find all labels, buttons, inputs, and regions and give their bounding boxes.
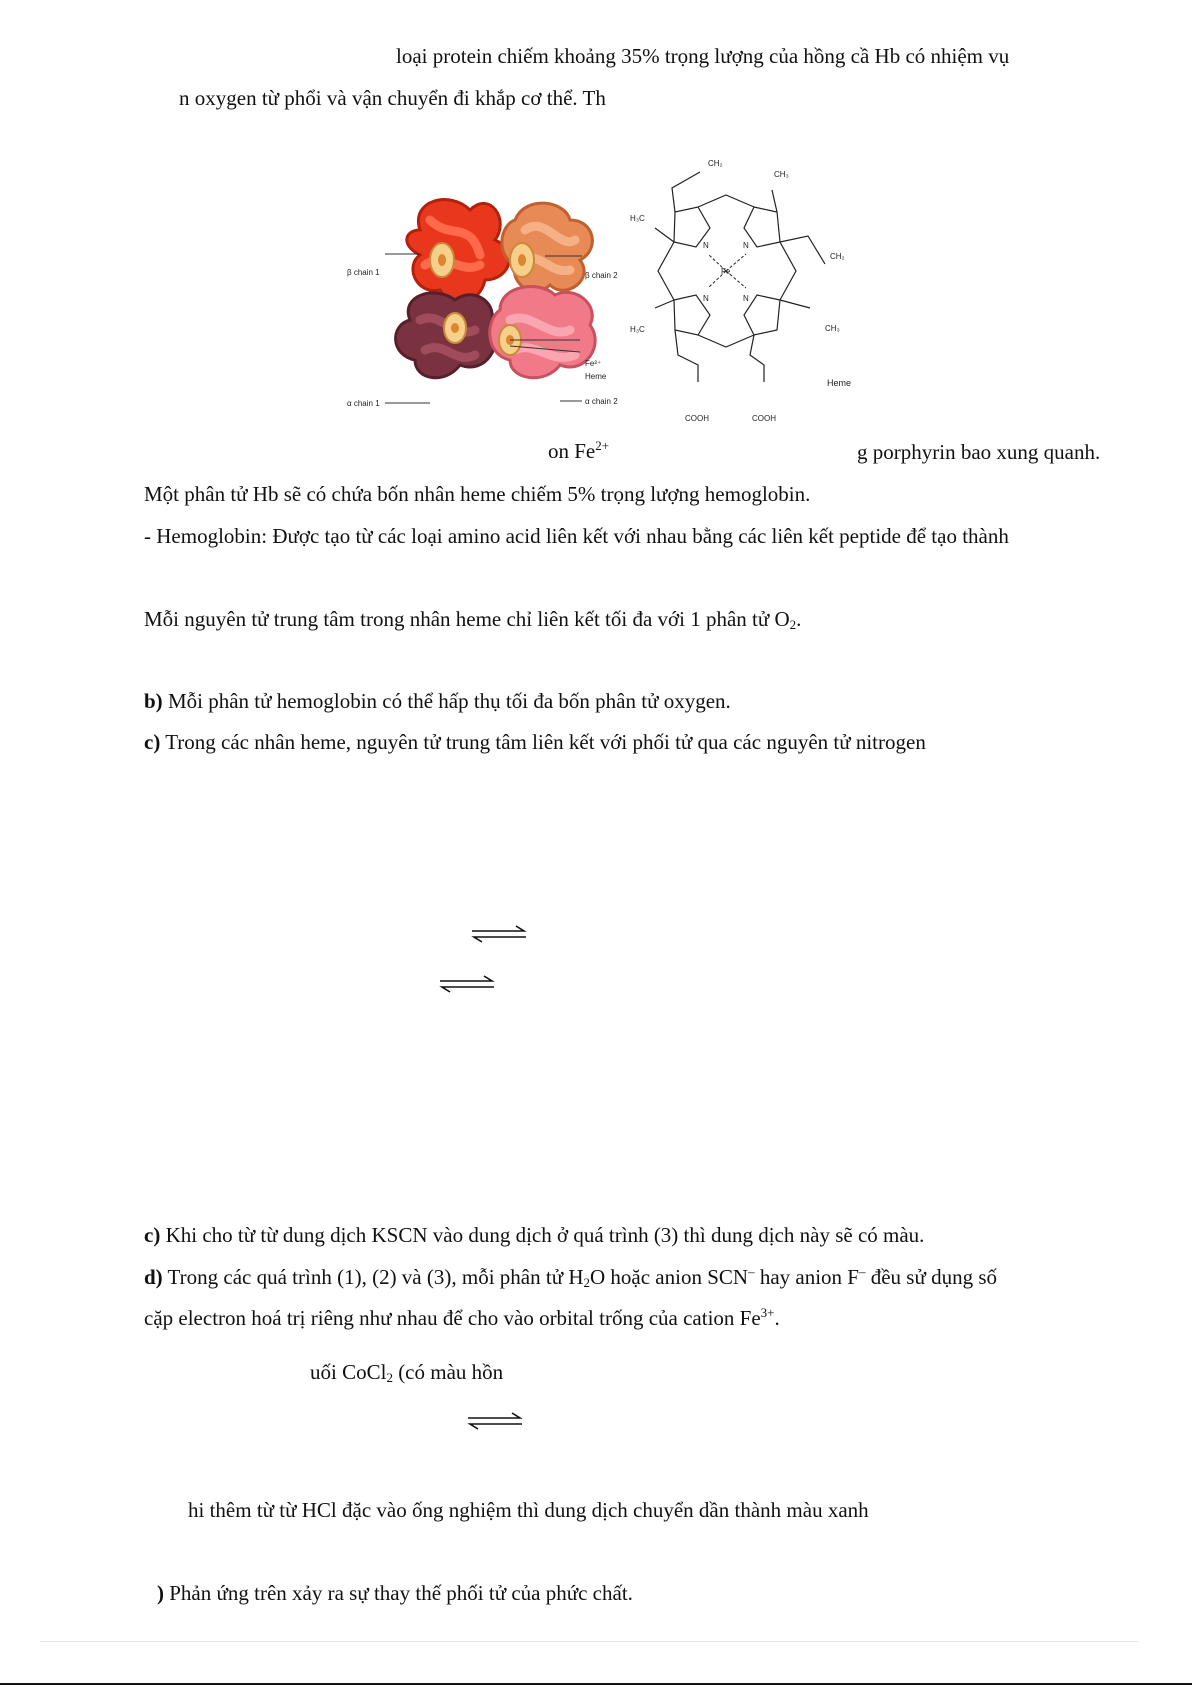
text-cocl2: uối CoCl$_2$ (có màu hồn: [310, 1360, 504, 1385]
label-ch3-top: CH₃: [774, 170, 789, 179]
label-n3: N: [703, 294, 709, 303]
text-hcl: hi thêm từ từ HCl đặc vào ống nghiệm thì dung dịch chuyển dần thành màu xanh: [188, 1498, 869, 1522]
label-fe-center: Fe: [721, 267, 731, 276]
label-ch2-right: CH₂: [830, 252, 845, 261]
label-beta-chain-1: β chain 1: [347, 268, 380, 277]
text-line-1: loại protein chiếm khoảng 35% trọng lượng của hồng cầ Hb có nhiệm vụ: [396, 44, 1010, 68]
label-fe: Fe²⁺: [585, 359, 602, 368]
label-h3c-lower: H₃C: [630, 325, 645, 334]
statement-c: c) Trong các nhân heme, nguyên tử trung tâm liên kết với phối tử qua các nguyên tử nitrogen: [144, 730, 926, 754]
label-cooh-2: COOH: [752, 414, 776, 423]
page-divider: [40, 1641, 1138, 1642]
text-line-6: - Hemoglobin: Được tạo từ các loại amino acid liên kết với nhau bằng các liên kết peptide để tạo thành: [144, 524, 1009, 548]
equilibrium-arrow-2: [438, 974, 496, 994]
text-line-5: Một phân tử Hb sẽ có chứa bốn nhân heme chiếm 5% trọng lượng hemoglobin.: [144, 482, 811, 506]
label-h3c-upper: H₃C: [630, 214, 645, 223]
statement-d-cont: cặp electron hoá trị riêng như nhau để cho vào orbital trống của cation $Fe^{3+}$.: [144, 1305, 780, 1330]
statement-b: b) Mỗi phân tử hemoglobin có thể hấp thụ tối đa bốn phân tử oxygen.: [144, 689, 731, 713]
equilibrium-arrow-1: [470, 924, 528, 944]
statement-c-ksc: c) Khi cho từ từ dung dịch KSCN vào dung dịch ở quá trình (3) thì dung dịch này sẽ có màu.: [144, 1223, 925, 1247]
equilibrium-arrow-3: [466, 1411, 524, 1431]
label-ch3-right: CH₃: [825, 324, 840, 333]
beta-chain-1-ribbon: [407, 200, 510, 303]
statement-ligand: ) Phản ứng trên xảy ra sự thay thế phối tử của phức chất.: [157, 1581, 633, 1605]
text-line-7: Mỗi nguyên tử trung tâm trong nhân heme chỉ liên kết tối đa với 1 phân tử $O_2$.: [144, 607, 802, 632]
text-line-2: n oxygen từ phổi và vận chuyển đi khắp cơ thể. Th: [179, 86, 606, 110]
label-heme: Heme: [585, 372, 607, 381]
label-n4: N: [743, 294, 749, 303]
text-line-4: g porphyrin bao xung quanh.: [857, 440, 1101, 464]
label-alpha-chain-2: α chain 2: [585, 397, 618, 406]
statement-d: d) Trong các quá trình (1), (2) và (3), mỗi phân tử $H_2O$ hoặc anion SCN– hay anion F– đều sử dụng số: [144, 1264, 998, 1290]
text-line-3: on $Fe^{2+}$: [548, 438, 610, 463]
label-heme-right: Heme: [827, 378, 852, 388]
label-cooh-1: COOH: [685, 414, 709, 423]
label-n2: N: [743, 241, 749, 250]
label-n1: N: [703, 241, 709, 250]
label-beta-chain-2: β chain 2: [585, 271, 618, 280]
hemoglobin-figure: [347, 159, 920, 430]
label-ch2-top: CH₂: [708, 159, 723, 168]
label-alpha-chain-1: α chain 1: [347, 399, 380, 408]
porphyrin-skeleton: [655, 172, 825, 382]
hemoglobin-structure-diagram: [347, 159, 920, 430]
